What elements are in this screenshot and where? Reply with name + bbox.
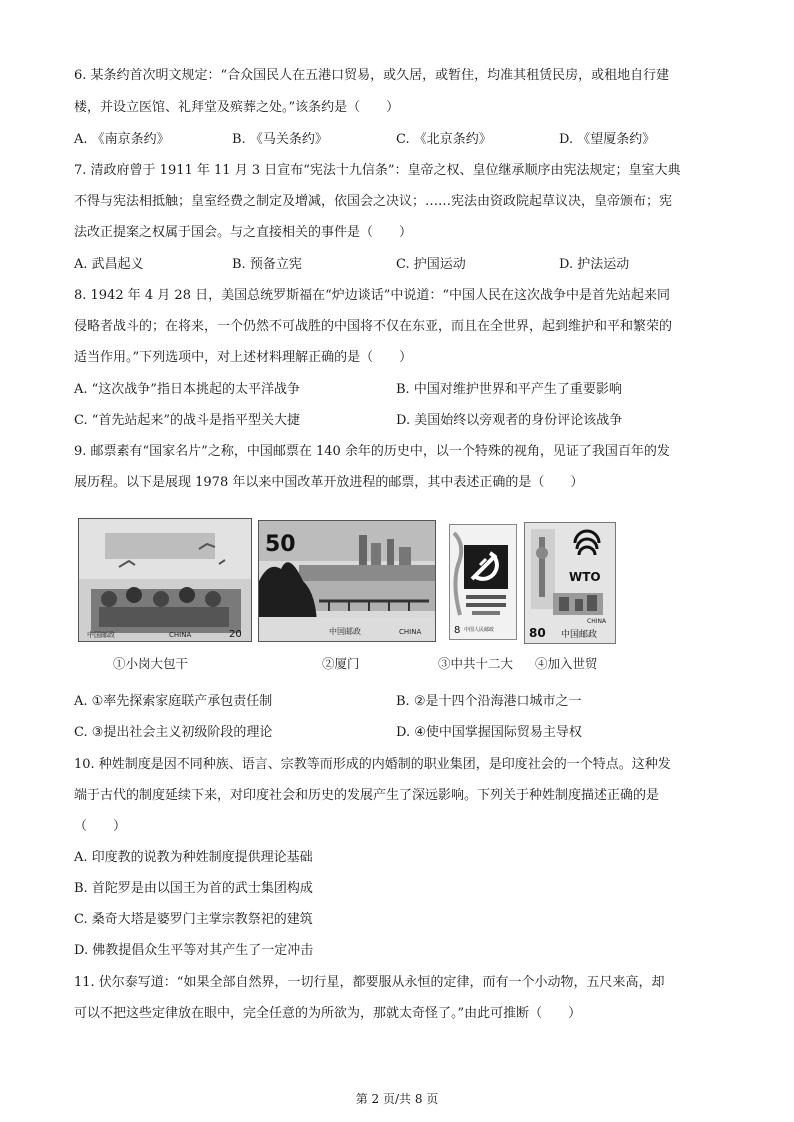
q7-stem-line3: 法改正提案之权属于国会。与之直接相关的事件是（ ） xyxy=(74,225,413,240)
q10-stem-line1: 10. 种姓制度是因不同种族、语言、宗教等而形成的内婚制的职业集团，是印度社会的一个特点。这种发 xyxy=(74,757,671,772)
stamp-xiaogang-caption: ①小岗大包干 xyxy=(113,656,189,671)
q8-stem-line3: 适当作用。”下列选项中，对上述材料理解正确的是（ ） xyxy=(74,350,413,365)
stamp-twelfth-congress xyxy=(449,524,517,640)
q10-stem-line2: 端于古代的制度延续下来，对印度社会和历史的发展产生了深远影响。下列关于种姓制度描述正确的是 xyxy=(74,788,660,803)
stamp-twelfth-congress-postage: 中国人民邮政 xyxy=(464,627,495,633)
q9-option-b: B. ②是十四个沿海港口城市之一 xyxy=(396,694,582,709)
q10-option-b: B. 首陀罗是由以国王为首的武士集团构成 xyxy=(74,881,313,896)
stamp-xiaogang-postage: 中国邮政 xyxy=(87,631,115,639)
q6-option-a: A. 《南京条约》 xyxy=(74,132,170,147)
q10-option-d: D. 佛教提倡众生平等对其产生了一定冲击 xyxy=(74,943,314,958)
q10-option-a: A. 印度教的说教为种姓制度提供理论基础 xyxy=(74,850,313,865)
q7-stem-line1: 7. 清政府曾于 1911 年 11 月 3 日宣布“宪法十九信条”：皇帝之权、皇位继承顺序由宪法规定；皇室大典 xyxy=(74,163,681,178)
q11-stem-line1: 11. 伏尔泰写道：“如果全部自然界，一切行星，都要服从永恒的定律，而有一个小动物，五尺来高，却 xyxy=(74,975,665,990)
stamp-xiamen-postage: 中国邮政 xyxy=(329,627,361,636)
q8-stem-line1: 8. 1942 年 4 月 28 日，美国总统罗斯福在“炉边谈话”中说道：“中国人民在这次战争中是首先站起来同 xyxy=(74,288,671,303)
stamp-wto xyxy=(524,522,616,644)
q9-option-d: D. ④使中国掌握国际贸易主导权 xyxy=(396,725,582,740)
q9-option-a: A. ①率先探索家庭联产承包责任制 xyxy=(74,694,273,709)
q10-stem-line3: （ ） xyxy=(74,819,127,834)
stamp-xiamen-caption: ②厦门 xyxy=(322,656,360,671)
q11-stem-line2: 可以不把这些定律放在眼中，完全任意的为所欲为，那就太奇怪了。”由此可推断（ ） xyxy=(74,1006,582,1021)
q6-option-b: B. 《马关条约》 xyxy=(232,132,328,147)
q7-option-a: A. 武昌起义 xyxy=(74,257,144,272)
stamp-wto-caption: ④加入世贸 xyxy=(535,656,598,671)
q9-stem-line2: 展历程。以下是展现 1978 年以来中国改革开放进程的邮票，其中表述正确的是（ ） xyxy=(74,475,584,490)
page-number: 第 2 页/共 8 页 xyxy=(355,1092,439,1106)
stamp-xiamen xyxy=(258,520,436,642)
stamp-images xyxy=(78,518,638,678)
q6-stem-line1: 6. 某条约首次明文规定：“合众国民人在五港口贸易，或久居，或暂住，均准其租赁民房，或租地自行建 xyxy=(74,68,670,83)
stamp-twelfth-congress-caption: ③中共十二大 xyxy=(438,656,514,671)
stamp-xiaogang xyxy=(78,518,252,642)
q8-option-c: C. “首先站起来”的战斗是指平型关大捷 xyxy=(74,413,301,428)
q8-option-d: D. 美国始终以旁观者的身份评论该战争 xyxy=(396,413,623,428)
stamp-wto-postage: 中国邮政 xyxy=(561,630,598,640)
q6-option-c: C. 《北京条约》 xyxy=(396,132,492,147)
stamp-xiamen-value: 50 xyxy=(265,532,296,557)
q6-stem-line2: 楼，并设立医馆、礼拜堂及殡葬之处。”该条约是（ ） xyxy=(74,100,400,115)
stamp-twelfth-congress-value: 8 xyxy=(454,625,461,636)
wto-logo-text: WTO xyxy=(569,570,601,584)
stamp-xiaogang-image xyxy=(79,519,251,641)
stamp-wto-image xyxy=(525,523,615,643)
q7-option-b: B. 预备立宪 xyxy=(232,257,302,272)
stamp-twelfth-congress-image xyxy=(450,525,516,639)
stamp-wto-country: CHINA xyxy=(587,618,607,625)
q8-option-a: A. “这次战争”指日本挑起的太平洋战争 xyxy=(74,382,300,397)
stamp-xiamen-image xyxy=(259,521,435,641)
stamp-wto-value: 80 xyxy=(529,626,546,640)
q7-option-d: D. 护法运动 xyxy=(559,257,630,272)
q9-stem-line1: 9. 邮票素有“国家名片”之称，中国邮票在 140 余年的历史中，以一个特殊的视角，见证了我国百年的发 xyxy=(74,444,670,459)
stamp-xiamen-country: CHINA xyxy=(399,628,422,636)
q7-stem-line2: 不得与宪法相抵触；皇室经费之制定及增减，依国会之决议；……宪法由资政院起草议决，皇帝颁布；宪 xyxy=(74,194,673,209)
q8-stem-line2: 侵略者战斗的；在将来，一个仍然不可战胜的中国将不仅在东亚，而且在全世界，起到维护和平和繁荣的 xyxy=(74,319,673,334)
q8-option-b: B. 中国对维护世界和平产生了重要影响 xyxy=(396,382,622,397)
q6-option-d: D. 《望厦条约》 xyxy=(559,132,656,147)
stamp-xiaogang-value: 20 xyxy=(229,629,242,640)
stamp-xiaogang-country: CHINA xyxy=(169,631,192,639)
q10-option-c: C. 桑奇大塔是婆罗门主掌宗教祭祀的建筑 xyxy=(74,912,313,927)
q7-option-c: C. 护国运动 xyxy=(396,257,466,272)
q9-option-c: C. ③提出社会主义初级阶段的理论 xyxy=(74,725,273,740)
